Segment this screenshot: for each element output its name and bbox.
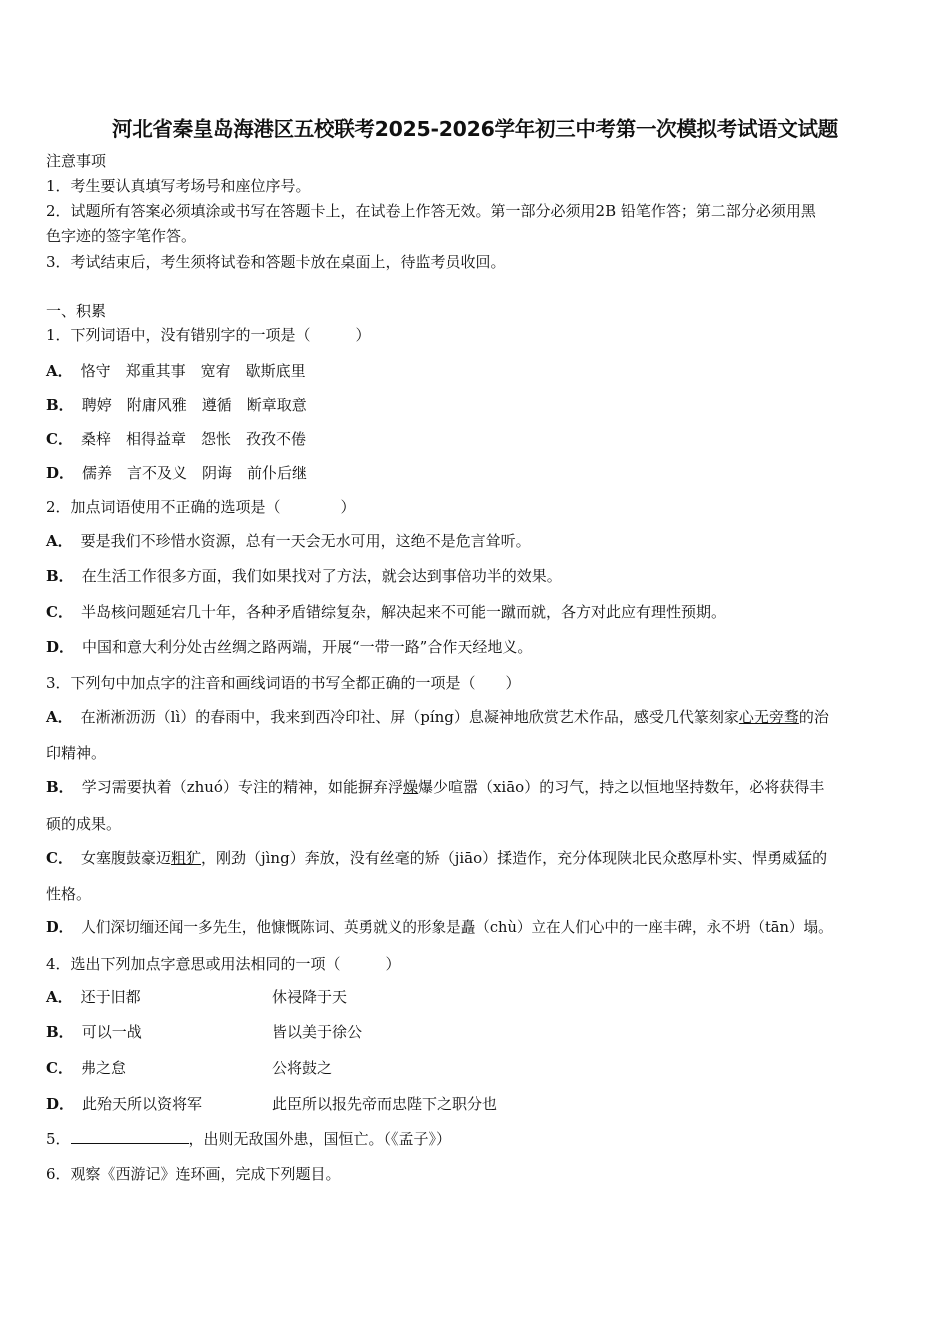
q3-option-c-cont: 性格。	[46, 885, 92, 903]
section-heading: 一、积累	[46, 302, 107, 320]
q2-stem: 2．加点词语使用不正确的选项是（ ）	[46, 498, 356, 516]
q3-option-a: A． 在淅淅沥沥（lì）的春雨中，我来到西冷印社、屏（píng）息凝神地欣赏艺术作品，感受几代篆刻家心无旁骛的治	[46, 708, 829, 726]
q5-line: 5． ，出则无敌国外患，国恒亡。（《孟子》）	[46, 1130, 452, 1148]
q1-option-a: A． 恪守 郑重其事 宽宥 歇斯底里	[46, 362, 306, 380]
q4-stem: 4．选出下列加点字意思或用法相同的一项（ ）	[46, 955, 401, 973]
q6-stem: 6．观察《西游记》连环画，完成下列题目。	[46, 1165, 341, 1183]
page-title: 河北省秦皇岛海港区五校联考2025-2026学年初三中考第一次模拟考试语文试题	[112, 117, 838, 141]
notice-item-2: 2．试题所有答案必须填涂或书写在答题卡上，在试卷上作答无效。第一部分必须用2B 铅笔作答；第二部分必须用黑	[46, 202, 816, 220]
q3-option-c: C． 女塞腹鼓豪迈粗犷，刚劲（jìng）奔放，没有丝毫的矫（jiāo）揉造作，充分体现陕北民众憨厚朴实、悍勇威猛的	[46, 849, 828, 867]
q3-b-underlined: 燥	[402, 778, 418, 796]
q3-option-d: D． 人们深切缅还闻一多先生，他慷慨陈词、英勇就义的形象是矗（chù）立在人们心中的一座丰碑，永不坍（tān）塌。	[46, 919, 833, 936]
q1-option-d: D． 儒养 言不及义 阴诲 前仆后继	[46, 464, 308, 482]
q3-a-underlined: 心无旁骛	[738, 708, 799, 726]
q4-option-c: C． 弗之怠 公将鼓之	[46, 1059, 333, 1077]
q2-option-c: C． 半岛核问题延宕几十年，各种矛盾错综复杂，解决起来不可能一蹴而就，各方对此应有理性预期。	[46, 603, 726, 621]
q4-option-b: B． 可以一战 皆以美于徐公	[46, 1023, 363, 1041]
q3-c-underlined: 粗犷	[170, 849, 201, 867]
q4-option-a: A． 还于旧都 休祲降于天	[46, 988, 348, 1006]
q4-option-d: D． 此殆天所以资将军 此臣所以报先帝而忠陛下之职分也	[46, 1095, 498, 1113]
q1-option-c: C． 桑梓 相得益章 怨怅 孜孜不倦	[46, 430, 306, 448]
q5-answer-blank[interactable]	[71, 1129, 189, 1144]
q3-stem: 3．下列句中加点字的注音和画线词语的书写全都正确的一项是（ ）	[46, 674, 521, 692]
q3-option-b: B． 学习需要执着（zhuó）专注的精神，如能摒弃浮燥爆少喧嚣（xiāo）的习气，持之以恒地坚持数年，必将获得丰	[46, 778, 825, 796]
q2-option-b: B． 在生活工作很多方面，我们如果找对了方法，就会达到事倍功半的效果。	[46, 567, 562, 585]
q2-option-d: D． 中国和意大利分处古丝绸之路两端，开展“一带一路”合作天经地义。	[46, 638, 533, 656]
q1-stem: 1．下列词语中，没有错别字的一项是（ ）	[46, 326, 371, 344]
q1-option-b: B． 聘婷 附庸风雅 遵循 断章取意	[46, 396, 307, 414]
notice-heading: 注意事项	[46, 152, 107, 170]
q2-option-a: A． 要是我们不珍惜水资源，总有一天会无水可用，这绝不是危言耸听。	[46, 532, 531, 550]
notice-item-3: 3．考试结束后，考生须将试卷和答题卡放在桌面上，待监考员收回。	[46, 253, 506, 271]
q3-option-b-cont: 硕的成果。	[46, 815, 122, 833]
q3-option-a-cont: 印精神。	[46, 744, 107, 762]
notice-item-2-cont: 色字迹的签字笔作答。	[46, 227, 197, 245]
notice-item-1: 1．考生要认真填写考场号和座位序号。	[46, 177, 311, 195]
